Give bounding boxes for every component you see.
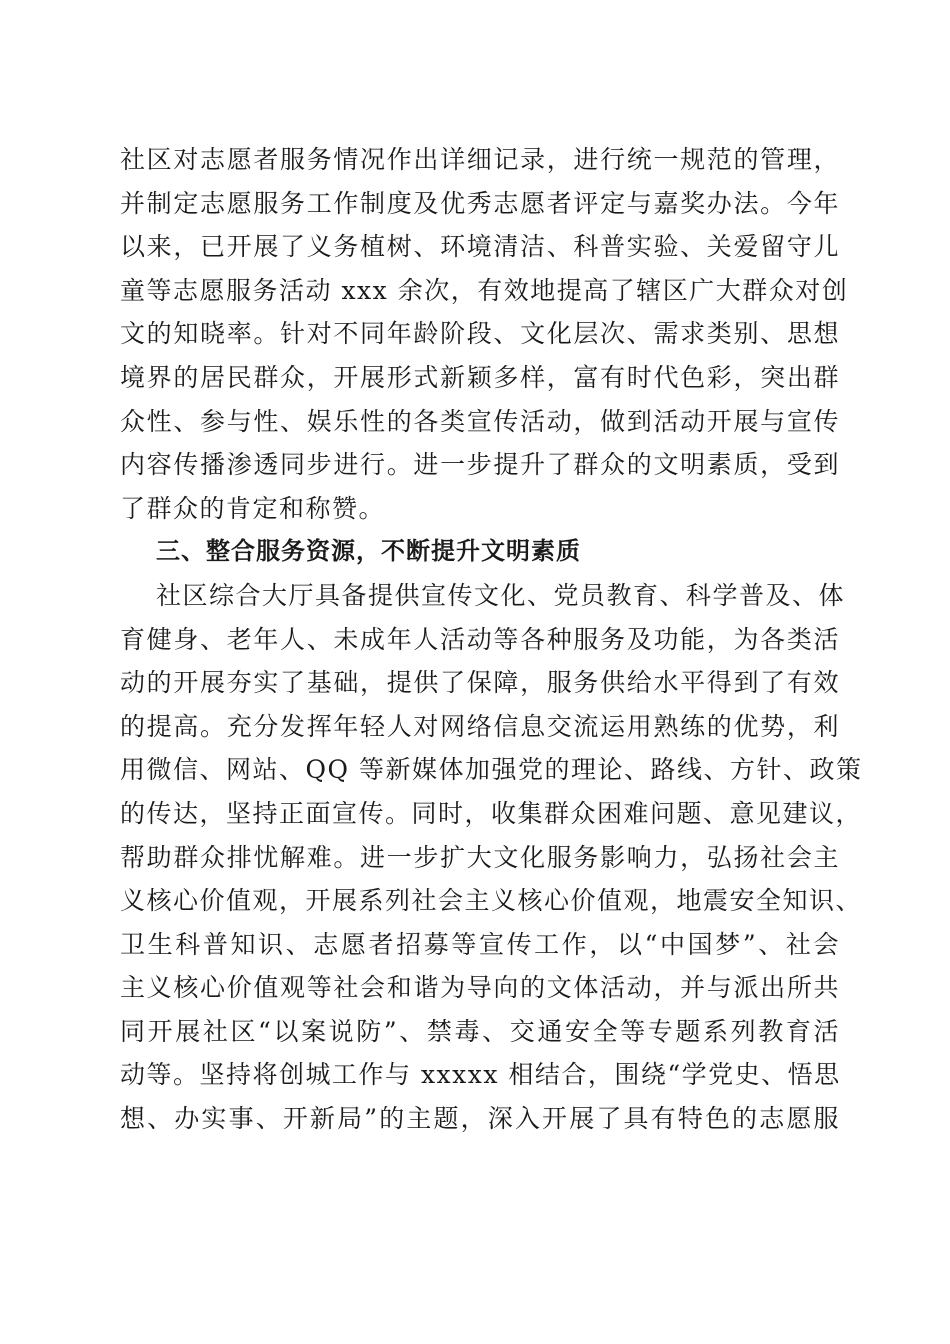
- paragraph-2-line: 用微信、网站、QQ 等新媒体加强党的理论、路线、方针、政策: [120, 755, 863, 785]
- paragraph-1-line: 境界的居民群众，开展形式新颖多样，富有时代色彩，突出群: [120, 362, 840, 392]
- paragraph-1-line: 并制定志愿服务工作制度及优秀志愿者评定与嘉奖办法。今年: [120, 188, 840, 218]
- section-heading: 三、整合服务资源，不断提升文明素质: [156, 537, 581, 566]
- paragraph-2-line: 的传达，坚持正面宣传。同时，收集群众困难问题、意见建议，: [120, 798, 863, 828]
- paragraph-1-line: 内容传播渗透同步进行。进一步提升了群众的文明素质，受到: [120, 450, 840, 480]
- paragraph-2-line: 的提高。充分发挥年轻人对网络信息交流运用熟练的优势，利: [120, 711, 840, 741]
- paragraph-2-line: 想、办实事、开新局”的主题，深入开展了具有特色的志愿服: [120, 1104, 840, 1134]
- paragraph-1-line: 文的知晓率。针对不同年龄阶段、文化层次、需求类别、思想: [120, 319, 840, 349]
- paragraph-2-line: 动等。坚持将创城工作与 xxxxx 相结合，围绕“学党史、悟思: [120, 1060, 841, 1090]
- paragraph-2: [120, 574, 863, 1141]
- paragraph-1: [120, 138, 849, 530]
- paragraph-2-line: 同开展社区“以案说防”、禁毒、交通安全等专题系列教育活: [120, 1016, 840, 1046]
- paragraph-2-line: 动的开展夯实了基础，提供了保障，服务供给水平得到了有效: [120, 668, 840, 698]
- document-body: [120, 138, 863, 1141]
- paragraph-2-line: 义核心价值观，开展系列社会主义核心价值观，地震安全知识、: [120, 886, 863, 916]
- paragraph-1-line: 童等志愿服务活动 xxx 余次，有效地提高了辖区广大群众对创: [120, 275, 849, 305]
- paragraph-2-line: 社区综合大厅具备提供宣传文化、党员教育、科学普及、体: [156, 580, 846, 610]
- paragraph-2-line: 帮助群众排忧解难。进一步扩大文化服务影响力，弘扬社会主: [120, 842, 840, 872]
- paragraph-1-line: 以来，已开展了义务植树、环境清洁、科普实验、关爱留守儿: [120, 232, 840, 262]
- paragraph-1-line: 众性、参与性、娱乐性的各类宣传活动，做到活动开展与宣传: [120, 406, 840, 436]
- paragraph-2-line: 主义核心价值观等社会和谐为导向的文体活动，并与派出所共: [120, 973, 840, 1003]
- paragraph-1-line: 社区对志愿者服务情况作出详细记录，进行统一规范的管理，: [120, 145, 840, 174]
- paragraph-2-line: 育健身、老年人、未成年人活动等各种服务及功能，为各类活: [120, 624, 840, 654]
- paragraph-2-line: 卫生科普知识、志愿者招募等宣传工作，以“中国梦”、社会: [120, 929, 840, 959]
- paragraph-1-line: 了群众的肯定和称赞。: [120, 493, 386, 523]
